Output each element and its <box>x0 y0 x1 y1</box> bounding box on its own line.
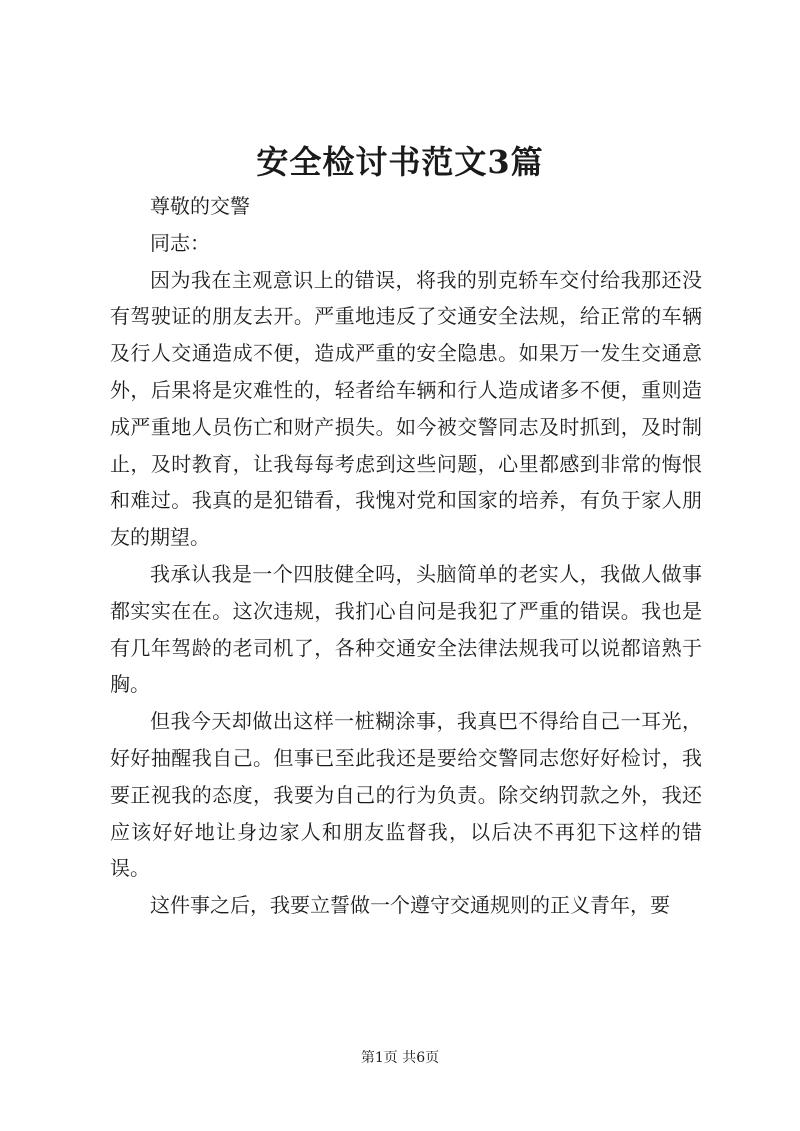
page-number: 第1页 共6页 <box>360 1050 440 1066</box>
document-title: 安全检讨书范文3篇 <box>256 143 544 181</box>
paragraph-1: 因为我在主观意识上的错误，将我的别克轿车交付给我那还没有驾驶证的朋友去开。严重地违反了交通安全法规，给正常的车辆及行人交通造成不便，造成严重的安全隐患。如果万一发生交通意外，后果将是灾难性的，轻者给车辆和行人造成诸多不便，重则造成严重地人员伤亡和财产损失。如今被交警同志及时抓到，及时制止，及时教育，让我每每考虑到这些问题，心里都感到非常的悔恨和难过。我真的是犯错看，我愧对党和国家的培养，有负于家人朋友的期望。 <box>110 267 702 550</box>
paragraph-3: 但我今天却做出这样一桩糊涂事，我真巴不得给自己一耳光，好好抽醒我自己。但事已至此我还是要给交警同志您好好检讨，我要正视我的态度，我要为自己的行为负责。除交纳罚款之外，我还应该好好地让身边家人和朋友监督我，以后决不再犯下这样的错误。 <box>110 709 702 881</box>
document-body <box>110 188 702 924</box>
salutation-continued: 同志： <box>150 230 210 255</box>
paragraph-4: 这件事之后，我要立誓做一个遵守交通规则的正义青年，要 <box>150 893 670 918</box>
salutation: 尊敬的交警 <box>150 194 250 218</box>
paragraph-2: 我承认我是一个四肢健全吗，头脑简单的老实人，我做人做事都实实在在。这次违规，我扪心自问是我犯了严重的错误。我也是有几年驾龄的老司机了，各种交通安全法律法规我可以说都谙熟于胸。 <box>110 561 702 697</box>
